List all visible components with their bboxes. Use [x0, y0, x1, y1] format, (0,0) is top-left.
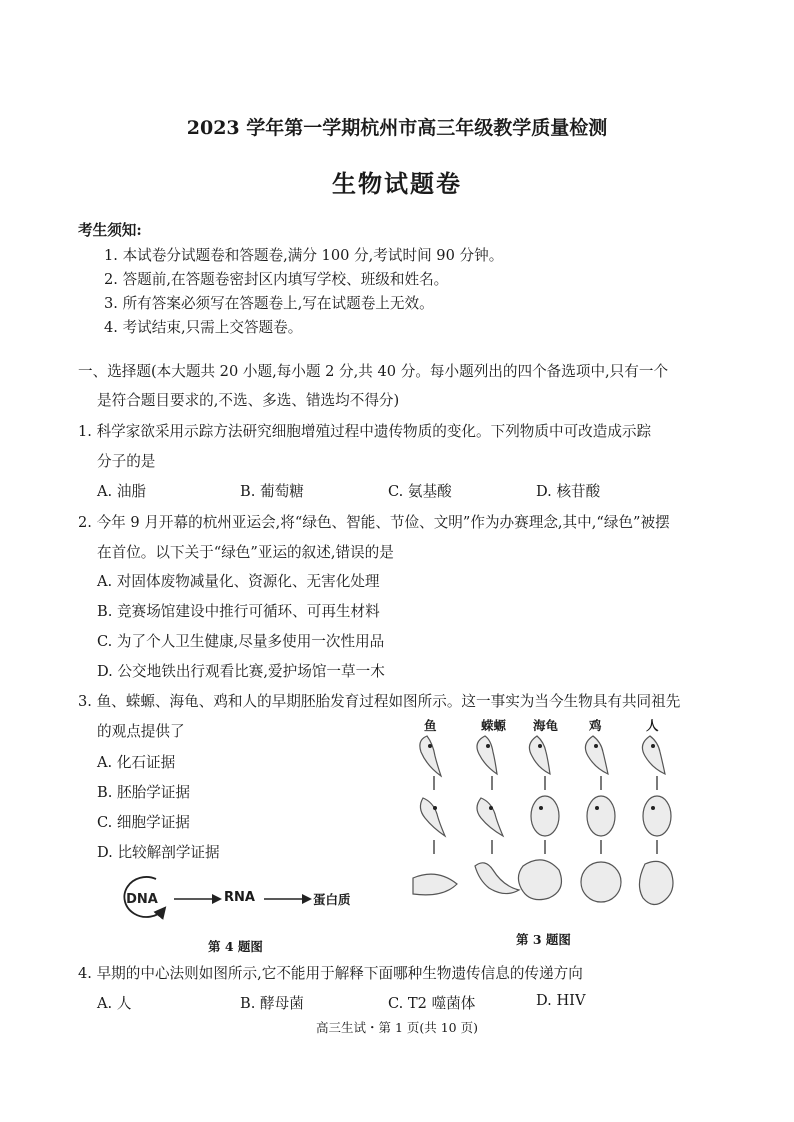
embryo-fish-stage1	[420, 736, 441, 776]
notice-item: 3. 所有答案必须写在答题卷上,写在试题卷上无效。	[104, 295, 434, 312]
question-4-option-c: C. T2 噬菌体	[388, 995, 476, 1012]
question-4-option-d: D. HIV	[536, 992, 586, 1009]
question-3-option-c: C. 细胞学证据	[97, 814, 190, 831]
question-2-option-a: A. 对固体废物减量化、资源化、无害化处理	[97, 573, 380, 590]
question-3-option-b: B. 胚胎学证据	[97, 784, 190, 801]
translation-arrow	[262, 892, 314, 906]
embryo-human-stage1	[642, 736, 665, 774]
question-4-stem: 4. 早期的中心法则如图所示,它不能用于解释下面哪种生物遗传信息的传递方向	[78, 965, 583, 982]
question-4-option-a: A. 人	[97, 995, 132, 1012]
question-2-option-d: D. 公交地铁出行观看比赛,爱护场馆一草一木	[97, 663, 385, 680]
embryo-salamander-stage1	[477, 736, 497, 774]
embryo-salamander-stage2	[477, 798, 503, 836]
question-1-stem-cont: 分子的是	[97, 453, 156, 470]
question-1-option-a: A. 油脂	[97, 483, 147, 500]
figure-3-caption: 第 3 题图	[516, 932, 571, 947]
embryo-chicken-stage3	[581, 862, 621, 902]
embryo-column-human: 人	[646, 718, 659, 733]
transcription-arrow	[172, 892, 224, 906]
figure-4-caption: 第 4 题图	[208, 939, 263, 954]
notice-item: 4. 考试结束,只需上交答题卷。	[104, 319, 303, 336]
embryo-turtle-stage3	[518, 860, 561, 900]
embryo-salamander-stage3	[475, 863, 519, 894]
section-heading-cont: 是符合题目要求的,不选、多选、错选均不得分)	[97, 392, 400, 409]
question-3-stem: 3. 鱼、蝾螈、海龟、鸡和人的早期胚胎发育过程如图所示。这一事实为当今生物具有共同祖先	[78, 693, 681, 710]
embryo-turtle-stage1	[529, 736, 550, 774]
exam-title: 2023 学年第一学期杭州市高三年级教学质量检测	[186, 117, 608, 139]
embryo-column-fish: 鱼	[424, 718, 437, 733]
embryo-human-stage3	[639, 861, 673, 904]
question-2-option-c: C. 为了个人卫生健康,尽量多使用一次性用品	[97, 633, 385, 650]
notice-heading: 考生须知:	[78, 222, 142, 239]
embryo-fish-stage2	[420, 798, 445, 836]
embryo-chicken-stage1	[585, 736, 608, 774]
question-2-stem-cont: 在首位。以下关于“绿色”亚运的叙述,错误的是	[97, 544, 394, 561]
embryo-human-stage2	[643, 796, 671, 836]
question-1-option-c: C. 氨基酸	[388, 483, 452, 500]
rna-label: RNA	[224, 890, 255, 905]
protein-label: 蛋白质	[313, 892, 351, 907]
dna-replication-loop	[108, 873, 180, 923]
question-1-option-b: B. 葡萄糖	[240, 483, 304, 500]
question-3-option-d: D. 比较解剖学证据	[97, 844, 220, 861]
dna-label: DNA	[126, 892, 158, 907]
question-3-option-a: A. 化石证据	[97, 754, 176, 771]
page-footer: 高三生试・第 1 页(共 10 页)	[315, 1020, 478, 1035]
question-2-option-b: B. 竞赛场馆建设中推行可循环、可再生材料	[97, 603, 380, 620]
question-2-stem: 2. 今年 9 月开幕的杭州亚运会,将“绿色、智能、节俭、文明”作为办赛理念,其中,“绿色”被摆	[78, 514, 670, 531]
embryo-chicken-stage2	[587, 796, 615, 836]
embryo-comparison-figure	[405, 728, 695, 928]
notice-item: 1. 本试卷分试题卷和答题卷,满分 100 分,考试时间 90 分钟。	[104, 247, 504, 264]
embryo-turtle-stage2	[531, 796, 559, 836]
question-4-option-b: B. 酵母菌	[240, 995, 304, 1012]
exam-subtitle: 生物试题卷	[332, 169, 462, 198]
question-1-stem: 1. 科学家欲采用示踪方法研究细胞增殖过程中遗传物质的变化。下列物质中可改造成示踪	[78, 423, 652, 440]
embryo-column-salamander: 蝾螈	[481, 718, 507, 733]
question-3-stem-cont: 的观点提供了	[97, 723, 185, 740]
section-heading: 一、选择题(本大题共 20 小题,每小题 2 分,共 40 分。每小题列出的四个备选项中,只有一个	[78, 363, 669, 380]
question-1-option-d: D. 核苷酸	[536, 483, 601, 500]
embryo-column-turtle: 海龟	[533, 718, 559, 733]
embryo-column-chicken: 鸡	[589, 718, 602, 733]
notice-item: 2. 答题前,在答题卷密封区内填写学校、班级和姓名。	[104, 271, 449, 288]
embryo-fish-stage3	[413, 874, 457, 895]
